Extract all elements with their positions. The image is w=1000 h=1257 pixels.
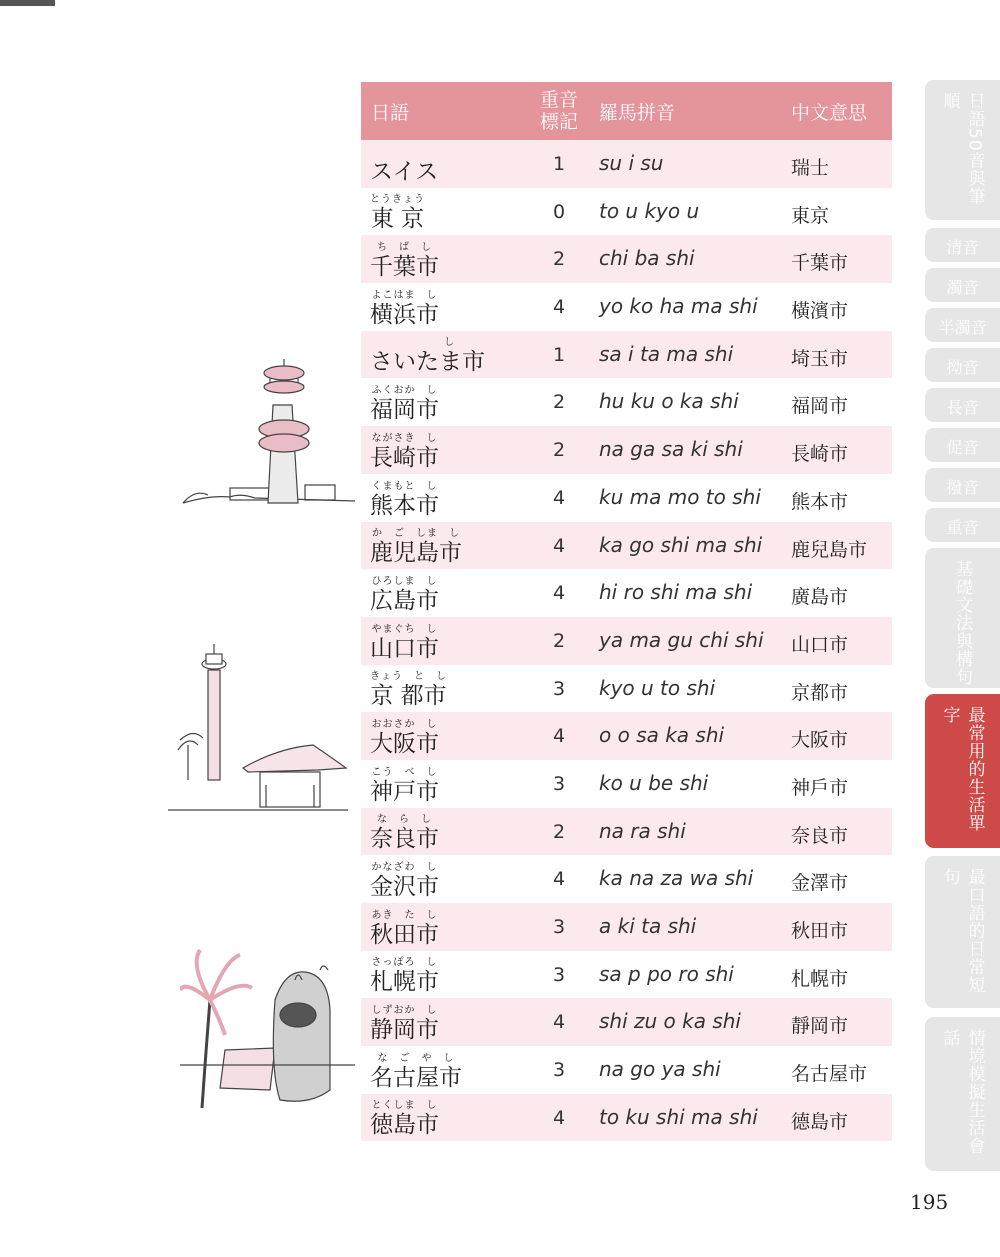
kanji: 広島市 bbox=[370, 587, 439, 614]
table-row bbox=[361, 1046, 892, 1094]
japanese-word bbox=[370, 242, 439, 281]
kanji: 福岡市 bbox=[370, 397, 439, 424]
top-rule bbox=[0, 0, 55, 6]
table-row bbox=[361, 283, 892, 331]
word-with-furigana bbox=[370, 957, 439, 996]
romaji: na go ya shi bbox=[599, 1057, 721, 1082]
tab-label: 基礎文法與構句 bbox=[952, 560, 972, 686]
word-with-furigana bbox=[370, 814, 439, 853]
chinese-meaning: 廣島市 bbox=[791, 586, 849, 609]
furigana: やまぐち し bbox=[371, 623, 438, 635]
furigana: か ご しま し bbox=[372, 528, 460, 540]
word-with-furigana bbox=[370, 194, 425, 233]
chinese-meaning: 神戶市 bbox=[791, 776, 849, 799]
japanese-word bbox=[370, 337, 485, 376]
tab-4[interactable] bbox=[925, 308, 1000, 342]
kanji: 静岡市 bbox=[370, 1017, 439, 1044]
tab-label: 濁音 bbox=[946, 278, 979, 297]
tab-7[interactable] bbox=[925, 428, 1000, 462]
word-with-furigana bbox=[370, 1053, 462, 1092]
kanji: 千葉市 bbox=[370, 254, 439, 281]
kanji: 鹿児島市 bbox=[370, 540, 462, 567]
word-with-furigana bbox=[370, 337, 485, 376]
romaji: to u kyo u bbox=[599, 198, 700, 223]
japanese-word bbox=[370, 862, 439, 901]
kanji: 秋田市 bbox=[370, 921, 439, 948]
chinese-meaning: 京都市 bbox=[791, 681, 849, 704]
tab-label: 情境模擬生活會話 bbox=[939, 1029, 985, 1155]
table-row bbox=[361, 665, 892, 713]
tab-5[interactable] bbox=[925, 348, 1000, 382]
word-with-furigana bbox=[370, 719, 439, 758]
chinese-meaning: 瑞士 bbox=[791, 157, 830, 179]
chinese-meaning: 福岡市 bbox=[791, 395, 849, 418]
chinese-meaning: 千葉市 bbox=[791, 252, 849, 275]
japanese-word bbox=[370, 671, 447, 710]
romaji: a ki ta shi bbox=[599, 914, 697, 938]
tab-label: 拗音 bbox=[946, 358, 979, 377]
kanji: さいたま市 bbox=[370, 349, 485, 376]
romaji: na ra shi bbox=[599, 818, 686, 843]
tab-8[interactable] bbox=[925, 468, 1000, 502]
japanese-word bbox=[370, 194, 425, 233]
word-with-furigana bbox=[370, 576, 439, 615]
tab-2[interactable] bbox=[925, 228, 1000, 262]
romaji: to ku shi ma shi bbox=[599, 1104, 758, 1129]
table-row bbox=[361, 522, 892, 570]
japanese-word bbox=[370, 719, 439, 758]
table-row bbox=[361, 140, 892, 188]
romaji: ko u be shi bbox=[599, 770, 709, 795]
word-with-furigana bbox=[370, 481, 439, 520]
furigana: あき た し bbox=[371, 909, 438, 921]
tab-label: 清音 bbox=[946, 238, 979, 257]
kanji: 長崎市 bbox=[370, 444, 439, 471]
palm-statue-illustration bbox=[180, 940, 355, 1110]
kanji: 札幌市 bbox=[370, 969, 439, 996]
chinese-meaning: 奈良市 bbox=[791, 824, 849, 847]
table-row bbox=[361, 998, 892, 1046]
furigana: きょう と し bbox=[370, 671, 447, 683]
tab-3[interactable] bbox=[925, 268, 1000, 302]
tab-13[interactable] bbox=[925, 1017, 1000, 1171]
romaji: ka na za wa shi bbox=[599, 866, 754, 891]
kanji: 奈良市 bbox=[370, 826, 439, 853]
japanese-word bbox=[370, 290, 439, 329]
word-with-furigana bbox=[370, 767, 439, 806]
word-with-furigana bbox=[370, 1100, 439, 1139]
romaji: shi zu o ka shi bbox=[599, 1009, 741, 1034]
romaji: sa p po ro shi bbox=[599, 961, 734, 986]
tab-9[interactable] bbox=[925, 508, 1000, 542]
japanese-word bbox=[370, 624, 439, 663]
japanese-word bbox=[370, 814, 439, 853]
japanese-word bbox=[370, 1005, 439, 1044]
furigana: おおさか し bbox=[371, 718, 438, 730]
tab-12[interactable] bbox=[925, 856, 1000, 1008]
romaji: ku ma mo to shi bbox=[599, 484, 761, 509]
accent-mark: 3 bbox=[552, 772, 566, 795]
accent-mark: 4 bbox=[552, 1106, 566, 1129]
chinese-meaning: 長崎市 bbox=[791, 443, 849, 466]
table-row bbox=[361, 712, 892, 760]
furigana: ながさき し bbox=[371, 432, 438, 444]
furigana: こう べ し bbox=[371, 766, 438, 778]
furigana: とうきょう bbox=[370, 194, 425, 206]
romaji: hi ro shi ma shi bbox=[599, 580, 753, 605]
furigana: し bbox=[400, 337, 455, 349]
tab-label: 撥音 bbox=[946, 478, 979, 497]
japanese-word bbox=[370, 1053, 462, 1092]
word-with-furigana bbox=[370, 624, 439, 663]
chinese-meaning: 靜岡市 bbox=[791, 1015, 849, 1038]
tab-label: 最口語的日常短句 bbox=[939, 868, 985, 994]
word-with-furigana bbox=[370, 862, 439, 901]
header-accent bbox=[539, 89, 579, 133]
table-row bbox=[361, 617, 892, 665]
japanese-word bbox=[370, 528, 462, 567]
accent-mark: 2 bbox=[552, 820, 566, 843]
accent-mark: 4 bbox=[552, 1011, 566, 1034]
page-number: 195 bbox=[910, 1190, 949, 1214]
tab-label: 半濁音 bbox=[938, 318, 987, 337]
accent-mark: 4 bbox=[552, 582, 566, 605]
chinese-meaning: 東京 bbox=[791, 204, 830, 227]
table-row bbox=[361, 1094, 892, 1142]
word-with-furigana bbox=[370, 385, 439, 424]
japanese-word bbox=[370, 433, 439, 472]
accent-mark: 1 bbox=[552, 343, 566, 366]
header-chinese: 中文意思 bbox=[791, 102, 868, 124]
word-with-furigana bbox=[370, 910, 439, 949]
chinese-meaning: 山口市 bbox=[791, 633, 849, 656]
tab-6[interactable] bbox=[925, 388, 1000, 422]
chinese-meaning: 德島市 bbox=[791, 1110, 849, 1133]
accent-mark: 4 bbox=[552, 486, 566, 509]
word-with-furigana bbox=[370, 147, 438, 186]
japanese-word bbox=[370, 957, 439, 996]
vocabulary-table bbox=[361, 82, 892, 1141]
chinese-meaning: 橫濱市 bbox=[791, 300, 849, 323]
romaji: na ga sa ki shi bbox=[599, 437, 743, 462]
table-row bbox=[361, 903, 892, 951]
japanese-word bbox=[370, 767, 439, 806]
header-accent-line1: 重音 bbox=[539, 89, 578, 111]
accent-mark: 3 bbox=[552, 1059, 566, 1082]
table-row bbox=[361, 951, 892, 999]
kanji: 熊本市 bbox=[370, 492, 439, 519]
chinese-meaning: 熊本市 bbox=[791, 490, 849, 513]
accent-mark: 0 bbox=[552, 200, 566, 223]
furigana: ひろしま し bbox=[371, 575, 438, 587]
furigana: かなざわ し bbox=[371, 862, 438, 873]
furigana: しずおか し bbox=[371, 1005, 438, 1017]
word-with-furigana bbox=[370, 242, 439, 281]
romaji: su i su bbox=[599, 151, 664, 175]
furigana: よこはま し bbox=[371, 289, 438, 301]
tab-label: 日語50音與筆順 bbox=[939, 92, 985, 206]
tab-label: 最常用的生活單字 bbox=[939, 706, 985, 832]
kanji: 徳島市 bbox=[370, 1112, 439, 1139]
header-romaji: 羅馬拼音 bbox=[599, 102, 676, 124]
japanese-word bbox=[370, 576, 439, 615]
tab-10[interactable] bbox=[925, 548, 1000, 688]
table-row bbox=[361, 188, 892, 236]
table-row bbox=[361, 855, 892, 903]
chinese-meaning: 埼玉市 bbox=[791, 347, 849, 370]
kanji: 京 都市 bbox=[370, 683, 447, 710]
furigana: な ご や し bbox=[377, 1052, 455, 1064]
kanji: 横浜市 bbox=[370, 301, 439, 328]
accent-mark: 2 bbox=[552, 439, 566, 462]
chinese-meaning: 大阪市 bbox=[791, 729, 849, 752]
word-with-furigana bbox=[370, 1005, 439, 1044]
table-row bbox=[361, 760, 892, 808]
word-with-furigana bbox=[370, 528, 462, 567]
accent-mark: 3 bbox=[552, 677, 566, 700]
accent-mark: 4 bbox=[552, 868, 566, 891]
table-row bbox=[361, 331, 892, 379]
accent-mark: 2 bbox=[552, 248, 566, 271]
word-with-furigana bbox=[370, 433, 439, 472]
accent-mark: 3 bbox=[552, 916, 566, 938]
accent-mark: 1 bbox=[552, 153, 566, 175]
japanese-word bbox=[370, 147, 438, 186]
furigana: さっぽろ し bbox=[371, 957, 438, 969]
table-row bbox=[361, 235, 892, 283]
furigana: くまもと し bbox=[371, 480, 438, 492]
accent-mark: 4 bbox=[552, 296, 566, 319]
romaji: hu ku o ka shi bbox=[599, 389, 739, 414]
table-row bbox=[361, 569, 892, 617]
romaji: chi ba shi bbox=[599, 246, 695, 271]
table-row bbox=[361, 808, 892, 856]
tab-label: 促音 bbox=[946, 438, 979, 457]
romaji: ka go shi ma shi bbox=[599, 532, 763, 557]
table-row bbox=[361, 426, 892, 474]
japanese-word bbox=[370, 910, 439, 949]
chinese-meaning: 名古屋市 bbox=[791, 1063, 868, 1086]
kanji: スイス bbox=[370, 158, 439, 185]
word-with-furigana bbox=[370, 290, 439, 329]
word-with-furigana bbox=[370, 671, 447, 710]
table-header bbox=[361, 82, 892, 140]
tab-1[interactable] bbox=[925, 80, 1000, 220]
kanji: 名古屋市 bbox=[370, 1064, 462, 1091]
header-japanese: 日語 bbox=[371, 102, 410, 124]
table-row bbox=[361, 378, 892, 426]
accent-mark: 2 bbox=[552, 391, 566, 414]
tab-label: 重音 bbox=[946, 518, 979, 537]
romaji: ya ma gu chi shi bbox=[599, 627, 764, 652]
romaji: sa i ta ma shi bbox=[599, 341, 734, 366]
japanese-word bbox=[370, 1100, 439, 1139]
romaji: yo ko ha ma shi bbox=[599, 294, 758, 319]
chinese-meaning: 秋田市 bbox=[791, 920, 849, 942]
romaji: kyo u to shi bbox=[599, 675, 716, 700]
accent-mark: 4 bbox=[552, 725, 566, 748]
kanji: 山口市 bbox=[370, 635, 439, 662]
chinese-meaning: 金澤市 bbox=[791, 872, 849, 895]
kanji: 大阪市 bbox=[370, 730, 439, 757]
kanji: 神戸市 bbox=[370, 778, 439, 805]
table-body bbox=[361, 140, 892, 1141]
furigana: ふくおか し bbox=[371, 385, 438, 397]
kanji: 東 京 bbox=[370, 206, 425, 233]
accent-mark: 3 bbox=[552, 963, 566, 986]
accent-mark: 4 bbox=[552, 534, 566, 557]
chinese-meaning: 鹿兒島市 bbox=[791, 538, 868, 561]
furigana: とくしま し bbox=[371, 1100, 438, 1112]
table-row bbox=[361, 474, 892, 522]
kanji: 金沢市 bbox=[370, 874, 439, 900]
chinese-meaning: 札幌市 bbox=[791, 967, 849, 990]
header-accent-line2: 標記 bbox=[539, 111, 578, 133]
tab-label: 長音 bbox=[946, 398, 979, 417]
accent-mark: 2 bbox=[552, 629, 566, 652]
japanese-word bbox=[370, 481, 439, 520]
furigana: ち ば し bbox=[377, 242, 432, 254]
furigana: な ら し bbox=[377, 814, 432, 826]
romaji: o o sa ka shi bbox=[599, 723, 725, 748]
tab-11[interactable] bbox=[925, 694, 1000, 848]
pagoda-tower-illustration bbox=[168, 640, 348, 815]
tower-illustration bbox=[180, 355, 355, 510]
japanese-word bbox=[370, 385, 439, 424]
